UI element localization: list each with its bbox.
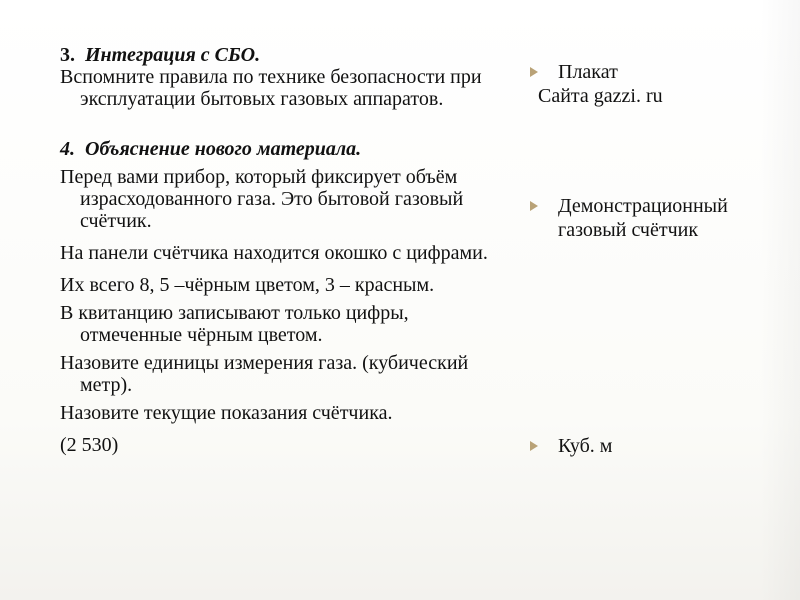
section-3-title: Интеграция с СБО.	[85, 44, 261, 66]
bullet-item-demo-meter	[530, 194, 728, 242]
triangle-bullet-icon	[530, 67, 538, 77]
demo-meter-label: Демонстрационный газовый счётчик	[558, 195, 728, 241]
paragraph-safety-rules: Вспомните правила по технике безопасности при эксплуатации бытовых газовых аппаратов.	[60, 66, 482, 110]
triangle-bullet-icon	[530, 441, 538, 451]
section-4-number: 4.	[60, 138, 75, 160]
triangle-bullet-icon	[530, 201, 538, 211]
section-3-heading	[60, 44, 510, 66]
bullet-item-poster	[530, 60, 770, 84]
paragraph-panel-window: На панели счётчика находится окошко с цифрами.	[60, 242, 488, 264]
paragraph-reading-value: (2 530)	[60, 434, 119, 456]
units-label: Куб. м	[558, 435, 613, 457]
paragraph-receipt: В квитанцию записывают только цифры, отмеченные чёрным цветом.	[60, 302, 409, 346]
paragraph-current-reading: Назовите текущие показания счётчика.	[60, 402, 393, 424]
paragraph-device-intro: Перед вами прибор, который фиксирует объём израсходованного газа. Это бытовой газовый счётчик.	[60, 166, 464, 232]
left-column	[60, 44, 510, 456]
bullet-item-units	[530, 434, 730, 458]
bullet-units	[530, 434, 730, 458]
bullet-poster	[530, 60, 770, 108]
spacer	[60, 110, 510, 132]
section-4-title: Объяснение нового материала.	[85, 138, 362, 160]
section-4-heading	[60, 138, 510, 160]
paragraph-units: Назовите единицы измерения газа. (кубический метр).	[60, 352, 469, 396]
section-3-number: 3.	[60, 44, 75, 66]
poster-label: Плакат	[558, 61, 618, 83]
paragraph-digit-count: Их всего 8, 5 –чёрным цветом, 3 – красным.	[60, 274, 435, 296]
poster-source: Сайта gazzi. ru	[538, 85, 663, 107]
bullet-demo-meter	[530, 194, 728, 242]
